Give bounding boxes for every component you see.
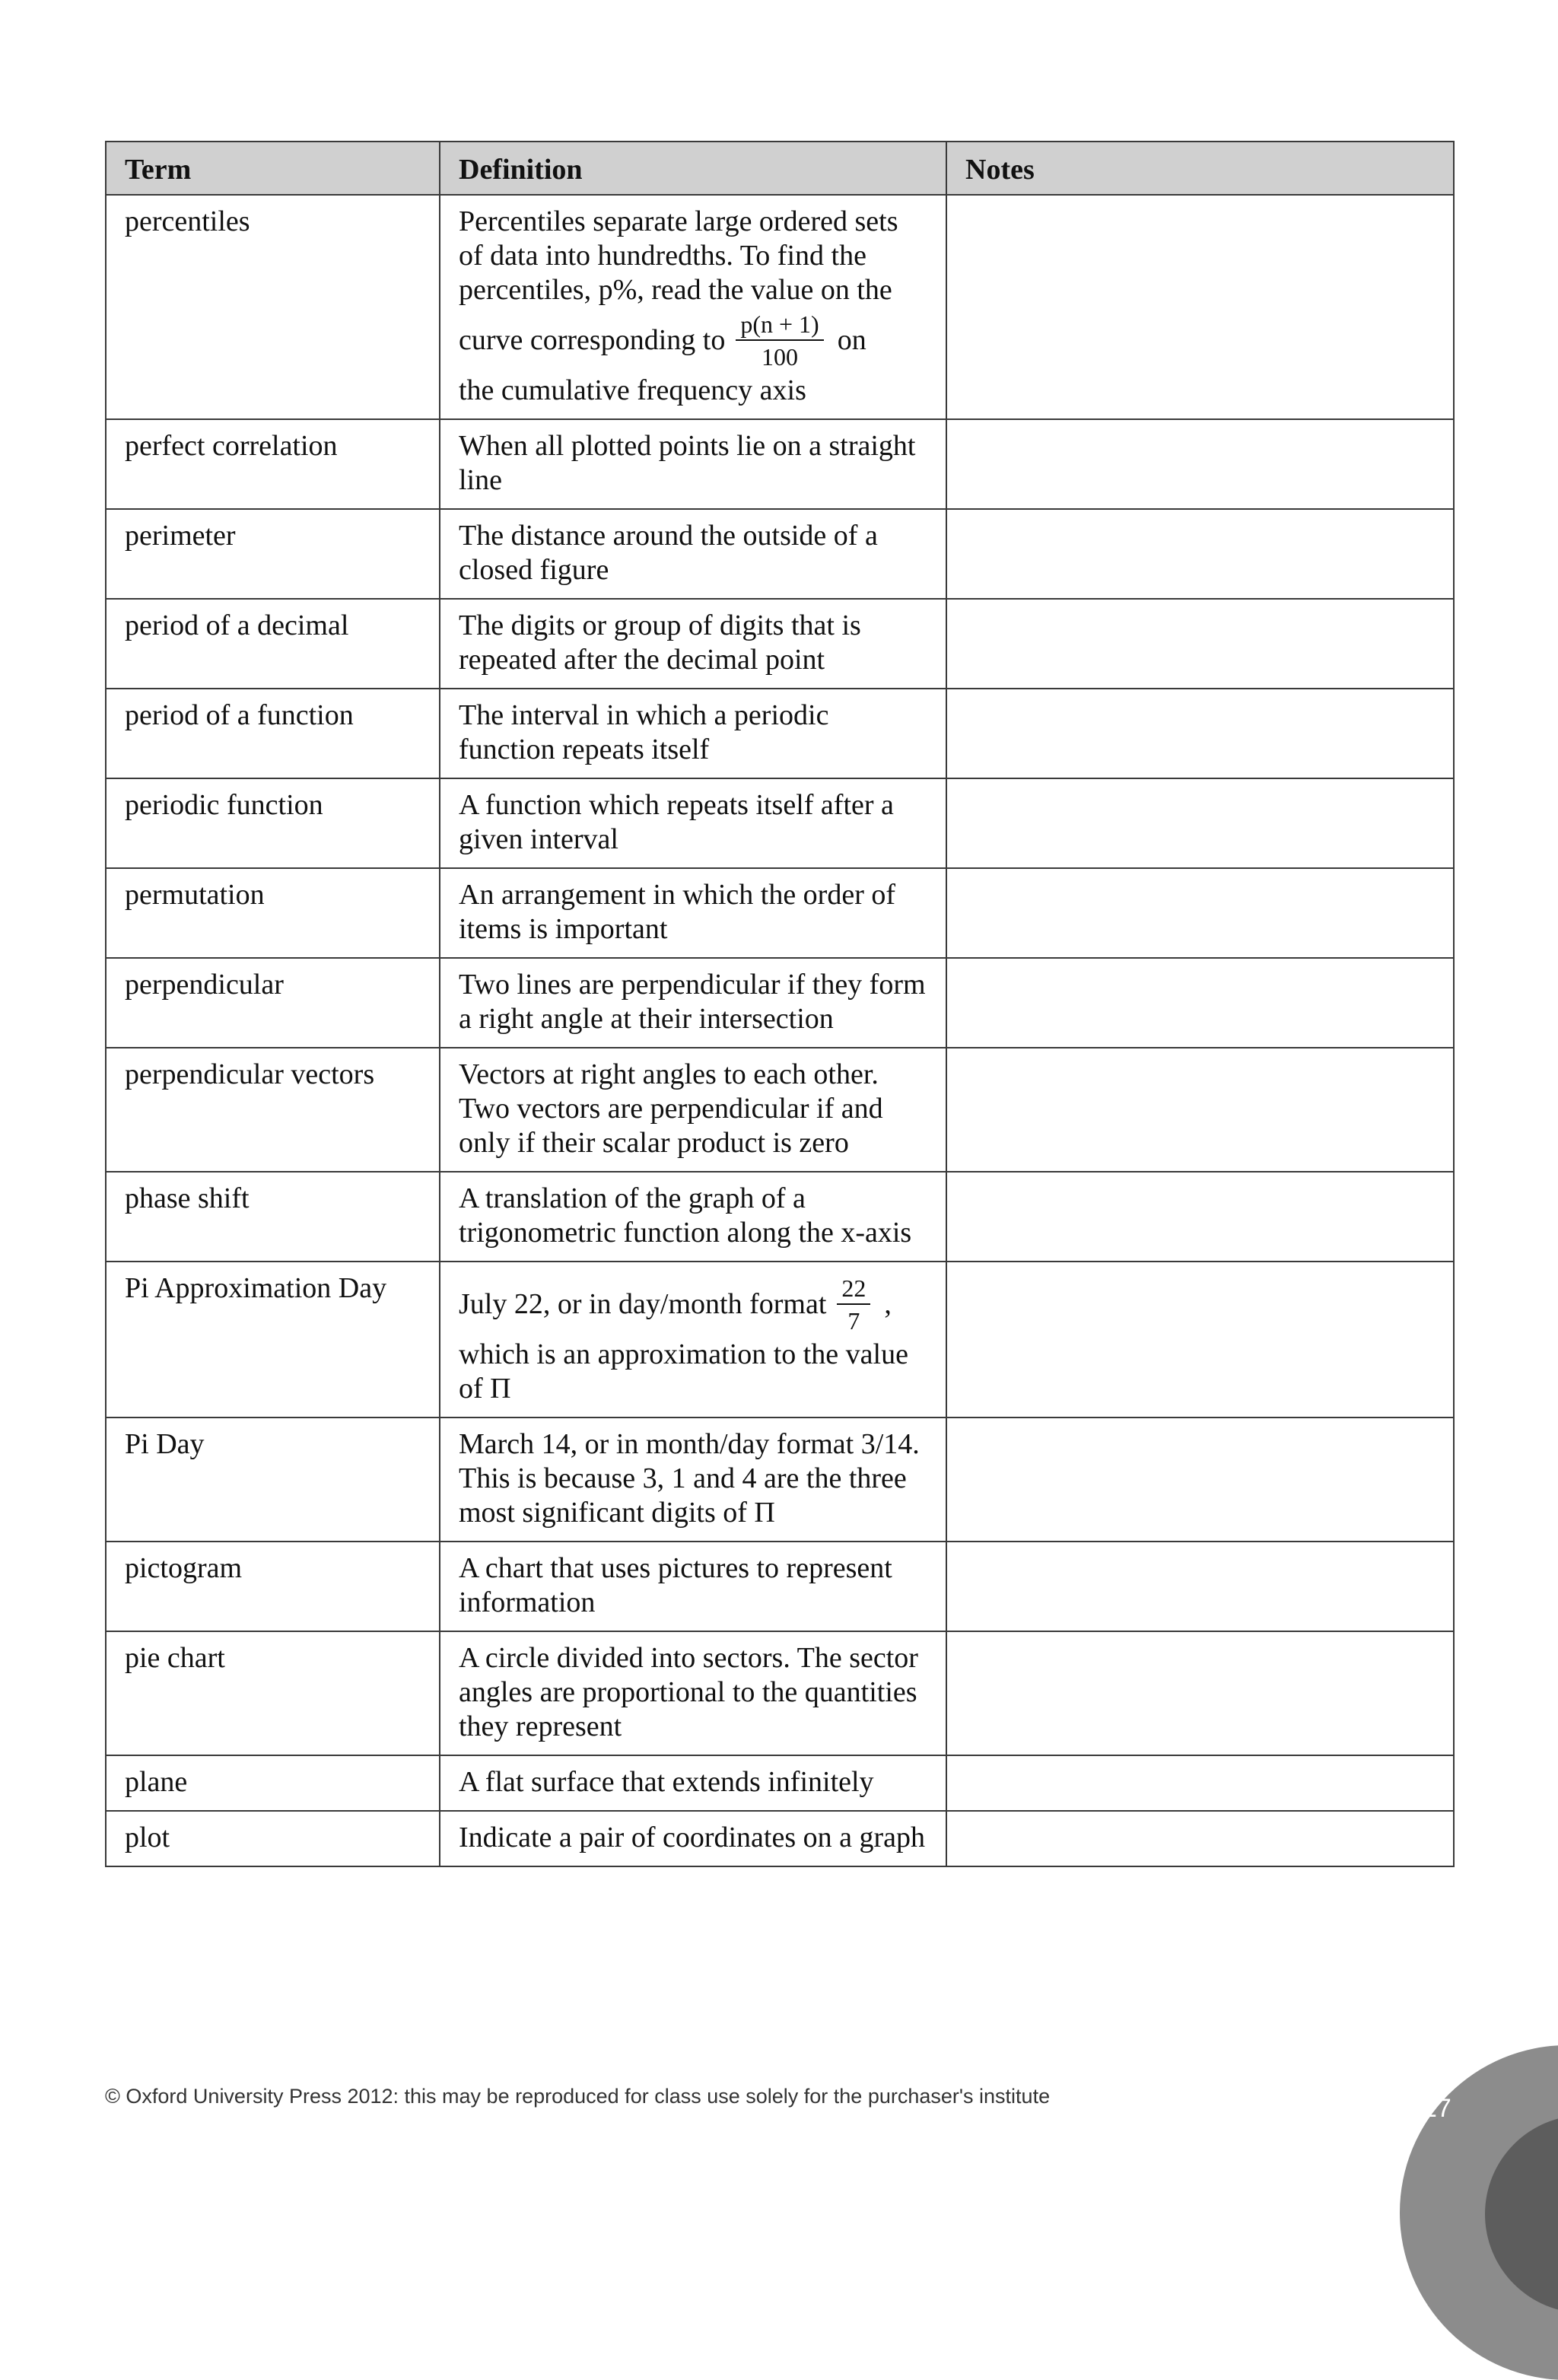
- table-row: [106, 1418, 1454, 1542]
- term-cell: permutation: [106, 868, 440, 958]
- fraction-numerator: p(n + 1): [736, 310, 823, 341]
- table-row: [106, 1811, 1454, 1866]
- term-cell: periodic function: [106, 778, 440, 868]
- notes-cell[interactable]: [946, 868, 1454, 958]
- table-row: [106, 689, 1454, 778]
- table-row: [106, 195, 1454, 419]
- definition-cell: An arrangement in which the order of items is important: [440, 868, 946, 958]
- table-row: [106, 958, 1454, 1048]
- notes-cell[interactable]: [946, 509, 1454, 599]
- notes-cell[interactable]: [946, 1542, 1454, 1631]
- definition-cell: The interval in which a periodic function repeats itself: [440, 689, 946, 778]
- header-row: [106, 142, 1454, 195]
- term-cell: perimeter: [106, 509, 440, 599]
- term-cell: perpendicular: [106, 958, 440, 1048]
- table-row: [106, 778, 1454, 868]
- table-row: [106, 1542, 1454, 1631]
- table-row: [106, 1262, 1454, 1418]
- table-row: [106, 1048, 1454, 1172]
- notes-cell[interactable]: [946, 1262, 1454, 1418]
- term-cell: plot: [106, 1811, 440, 1866]
- notes-cell[interactable]: [946, 1418, 1454, 1542]
- fraction-numerator: 22: [837, 1274, 870, 1305]
- definition-cell: Indicate a pair of coordinates on a graph: [440, 1811, 946, 1866]
- term-cell: period of a decimal: [106, 599, 440, 689]
- notes-cell[interactable]: [946, 419, 1454, 509]
- notes-cell[interactable]: [946, 958, 1454, 1048]
- definition-text: July 22, or in day/month format: [459, 1288, 827, 1320]
- notes-cell[interactable]: [946, 599, 1454, 689]
- definition-cell: The digits or group of digits that is repeated after the decimal point: [440, 599, 946, 689]
- definition-cell: [440, 1262, 946, 1418]
- term-cell: percentiles: [106, 195, 440, 419]
- table-row: [106, 509, 1454, 599]
- term-column-header: Term: [106, 142, 440, 195]
- glossary-table: [105, 141, 1455, 1867]
- table-row: [106, 1172, 1454, 1262]
- definition-text: Percentiles separate large ordered sets of data into hundredths. To find the percentiles, p%, read the value on the: [459, 205, 898, 306]
- term-cell: pie chart: [106, 1631, 440, 1755]
- definition-text: on: [837, 324, 866, 356]
- copyright-footer: © Oxford University Press 2012: this may be reproduced for class use solely for the purchaser's institute: [105, 2085, 1051, 2108]
- term-cell: period of a function: [106, 689, 440, 778]
- formula-line: [459, 310, 927, 371]
- term-cell: plane: [106, 1755, 440, 1811]
- notes-cell[interactable]: [946, 1811, 1454, 1866]
- definition-text: curve corresponding to: [459, 324, 726, 356]
- definition-cell: Vectors at right angles to each other. Two vectors are perpendicular if and only if their scalar product is zero: [440, 1048, 946, 1172]
- notes-cell[interactable]: [946, 1755, 1454, 1811]
- fraction: [736, 310, 823, 371]
- definition-cell: [440, 195, 946, 419]
- term-cell: Pi Approximation Day: [106, 1262, 440, 1418]
- page-number: 27: [1423, 2094, 1451, 2123]
- fraction-denominator: 100: [762, 343, 799, 371]
- definition-cell: March 14, or in month/day format 3/14. This is because 3, 1 and 4 are the three most significant digits of Π: [440, 1418, 946, 1542]
- definition-text: the cumulative frequency axis: [459, 374, 806, 406]
- definition-cell: Two lines are perpendicular if they form a right angle at their intersection: [440, 958, 946, 1048]
- notes-column-header: Notes: [946, 142, 1454, 195]
- table-row: [106, 599, 1454, 689]
- definition-cell: A flat surface that extends infinitely: [440, 1755, 946, 1811]
- table-row: [106, 1755, 1454, 1811]
- notes-cell[interactable]: [946, 1048, 1454, 1172]
- term-cell: pictogram: [106, 1542, 440, 1631]
- notes-cell[interactable]: [946, 1631, 1454, 1755]
- definition-cell: A chart that uses pictures to represent information: [440, 1542, 946, 1631]
- fraction-denominator: 7: [847, 1307, 860, 1335]
- definition-cell: The distance around the outside of a closed figure: [440, 509, 946, 599]
- table-row: [106, 868, 1454, 958]
- fraction: [837, 1274, 870, 1335]
- notes-cell[interactable]: [946, 778, 1454, 868]
- notes-cell[interactable]: [946, 195, 1454, 419]
- term-cell: phase shift: [106, 1172, 440, 1262]
- definition-cell: A circle divided into sectors. The sector angles are proportional to the quantities they represent: [440, 1631, 946, 1755]
- table-row: [106, 419, 1454, 509]
- term-cell: perfect correlation: [106, 419, 440, 509]
- table-row: [106, 1631, 1454, 1755]
- definition-cell: A translation of the graph of a trigonometric function along the x-axis: [440, 1172, 946, 1262]
- notes-cell[interactable]: [946, 689, 1454, 778]
- definition-text: which is an approximation to the value of Π: [459, 1338, 908, 1405]
- notes-cell[interactable]: [946, 1172, 1454, 1262]
- term-cell: Pi Day: [106, 1418, 440, 1542]
- formula-line: [459, 1274, 927, 1335]
- definition-column-header: Definition: [440, 142, 946, 195]
- term-cell: perpendicular vectors: [106, 1048, 440, 1172]
- definition-cell: When all plotted points lie on a straight line: [440, 419, 946, 509]
- definition-text: ,: [884, 1288, 892, 1320]
- definition-cell: A function which repeats itself after a given interval: [440, 778, 946, 868]
